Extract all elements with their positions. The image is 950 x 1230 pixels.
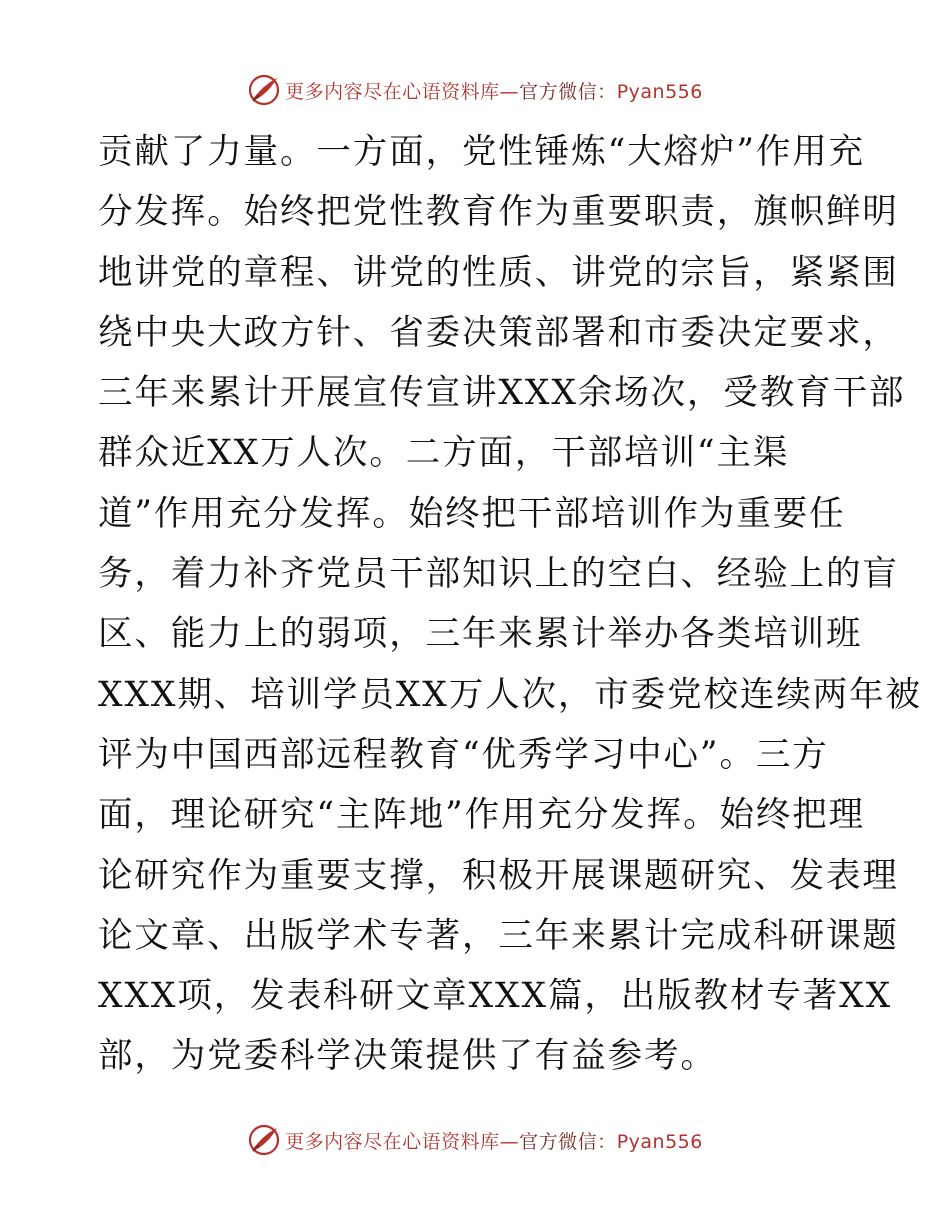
body-line: XXX期、培训学员XX万人次，市委党校连续两年被 — [98, 674, 922, 715]
body-line: 群众近XX万人次。二方面，干部培训“主渠 — [98, 433, 790, 474]
body-line: 面，理论研究“主阵地”作用充分发挥。始终把理 — [98, 795, 866, 836]
body-line: 部，为党委科学决策提供了有益参考。 — [98, 1036, 717, 1077]
watermark-banner-top — [0, 70, 950, 110]
body-line: 道”作用充分发挥。始终把干部培训作为重要任 — [98, 493, 846, 534]
body-line: 贡献了力量。一方面，党性锤炼“大熔炉”作用充 — [98, 132, 866, 172]
quill-pen-logo-icon — [247, 1123, 281, 1157]
watermark-text: 更多内容尽在心语资料库—官方微信：Pyan556 — [285, 80, 703, 103]
body-line: 分发挥。始终把党性教育作为重要职责，旗帜鲜明 — [98, 192, 899, 233]
watermark-text: 更多内容尽在心语资料库—官方微信：Pyan556 — [285, 1130, 703, 1153]
body-line: 三年来累计开展宣传宣讲XXX余场次，受教育干部 — [98, 373, 906, 414]
body-line: 论文章、出版学术专著，三年来累计完成科研课题 — [98, 915, 899, 956]
body-line: 评为中国西部远程教育“优秀学习中心”。三方 — [98, 734, 829, 775]
body-line: 区、能力上的弱项，三年来累计举办各类培训班 — [98, 614, 863, 655]
body-line: 绕中央大政方针、省委决策部署和市委决定要求， — [98, 312, 899, 353]
body-line: 务，着力补齐党员干部知识上的空白、经验上的盲 — [98, 554, 899, 595]
watermark-banner-bottom — [0, 1120, 950, 1160]
body-line: XXX项，发表科研文章XXX篇，出版教材专著XX — [98, 976, 893, 1017]
body-line: 地讲党的章程、讲党的性质、讲党的宗旨，紧紧围 — [98, 252, 899, 293]
quill-pen-logo-icon — [247, 73, 281, 107]
document-body — [98, 122, 922, 1087]
body-line: 论研究作为重要支撑，积极开展课题研究、发表理 — [98, 855, 899, 896]
